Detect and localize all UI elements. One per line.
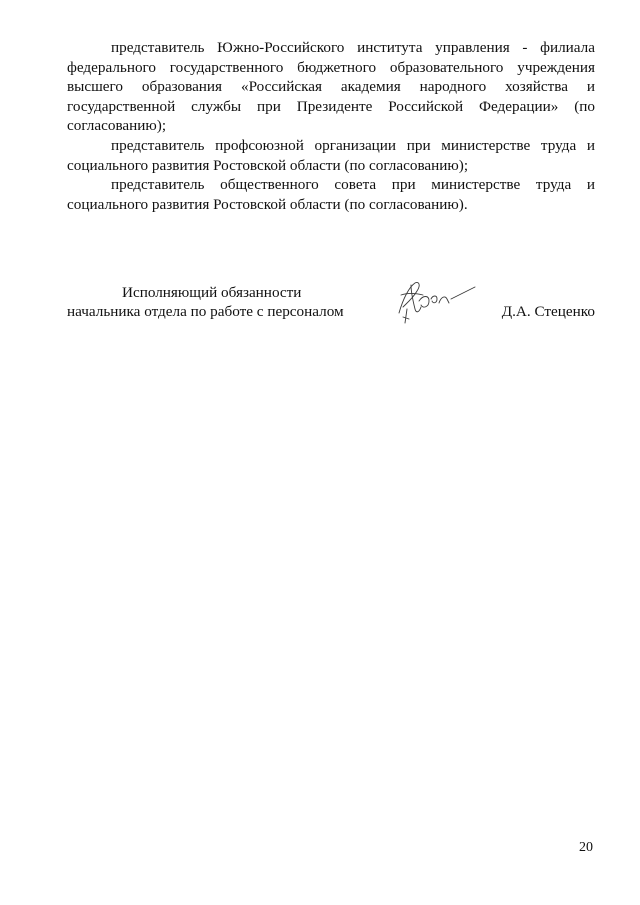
signer-role-line1: Исполняющий обязанности bbox=[122, 284, 302, 301]
paragraph-rane-representative: представитель Южно-Российского института управления - филиала федерального государственного бюджетного образовательного учреждения высшего образования «Российская академия народного хозяйства и государственной службы при Президенте Российской Федерации» (по согласованию); bbox=[67, 39, 595, 135]
body-text bbox=[67, 38, 595, 214]
signer-role-line2: начальника отдела по работе с персоналом bbox=[67, 303, 344, 320]
paragraph-union-representative: представитель профсоюзной организации при министерстве труда и социального развития Ростовской области (по согласованию); bbox=[67, 136, 595, 174]
signature-block bbox=[67, 283, 595, 343]
handwritten-signature-icon bbox=[389, 273, 479, 329]
page-number: 20 bbox=[579, 840, 593, 855]
paragraph-public-council-representative: представитель общественного совета при министерстве труда и социального развития Ростовской области (по согласованию). bbox=[67, 176, 595, 213]
signer-name: Д.А. Стеценко bbox=[501, 303, 595, 320]
